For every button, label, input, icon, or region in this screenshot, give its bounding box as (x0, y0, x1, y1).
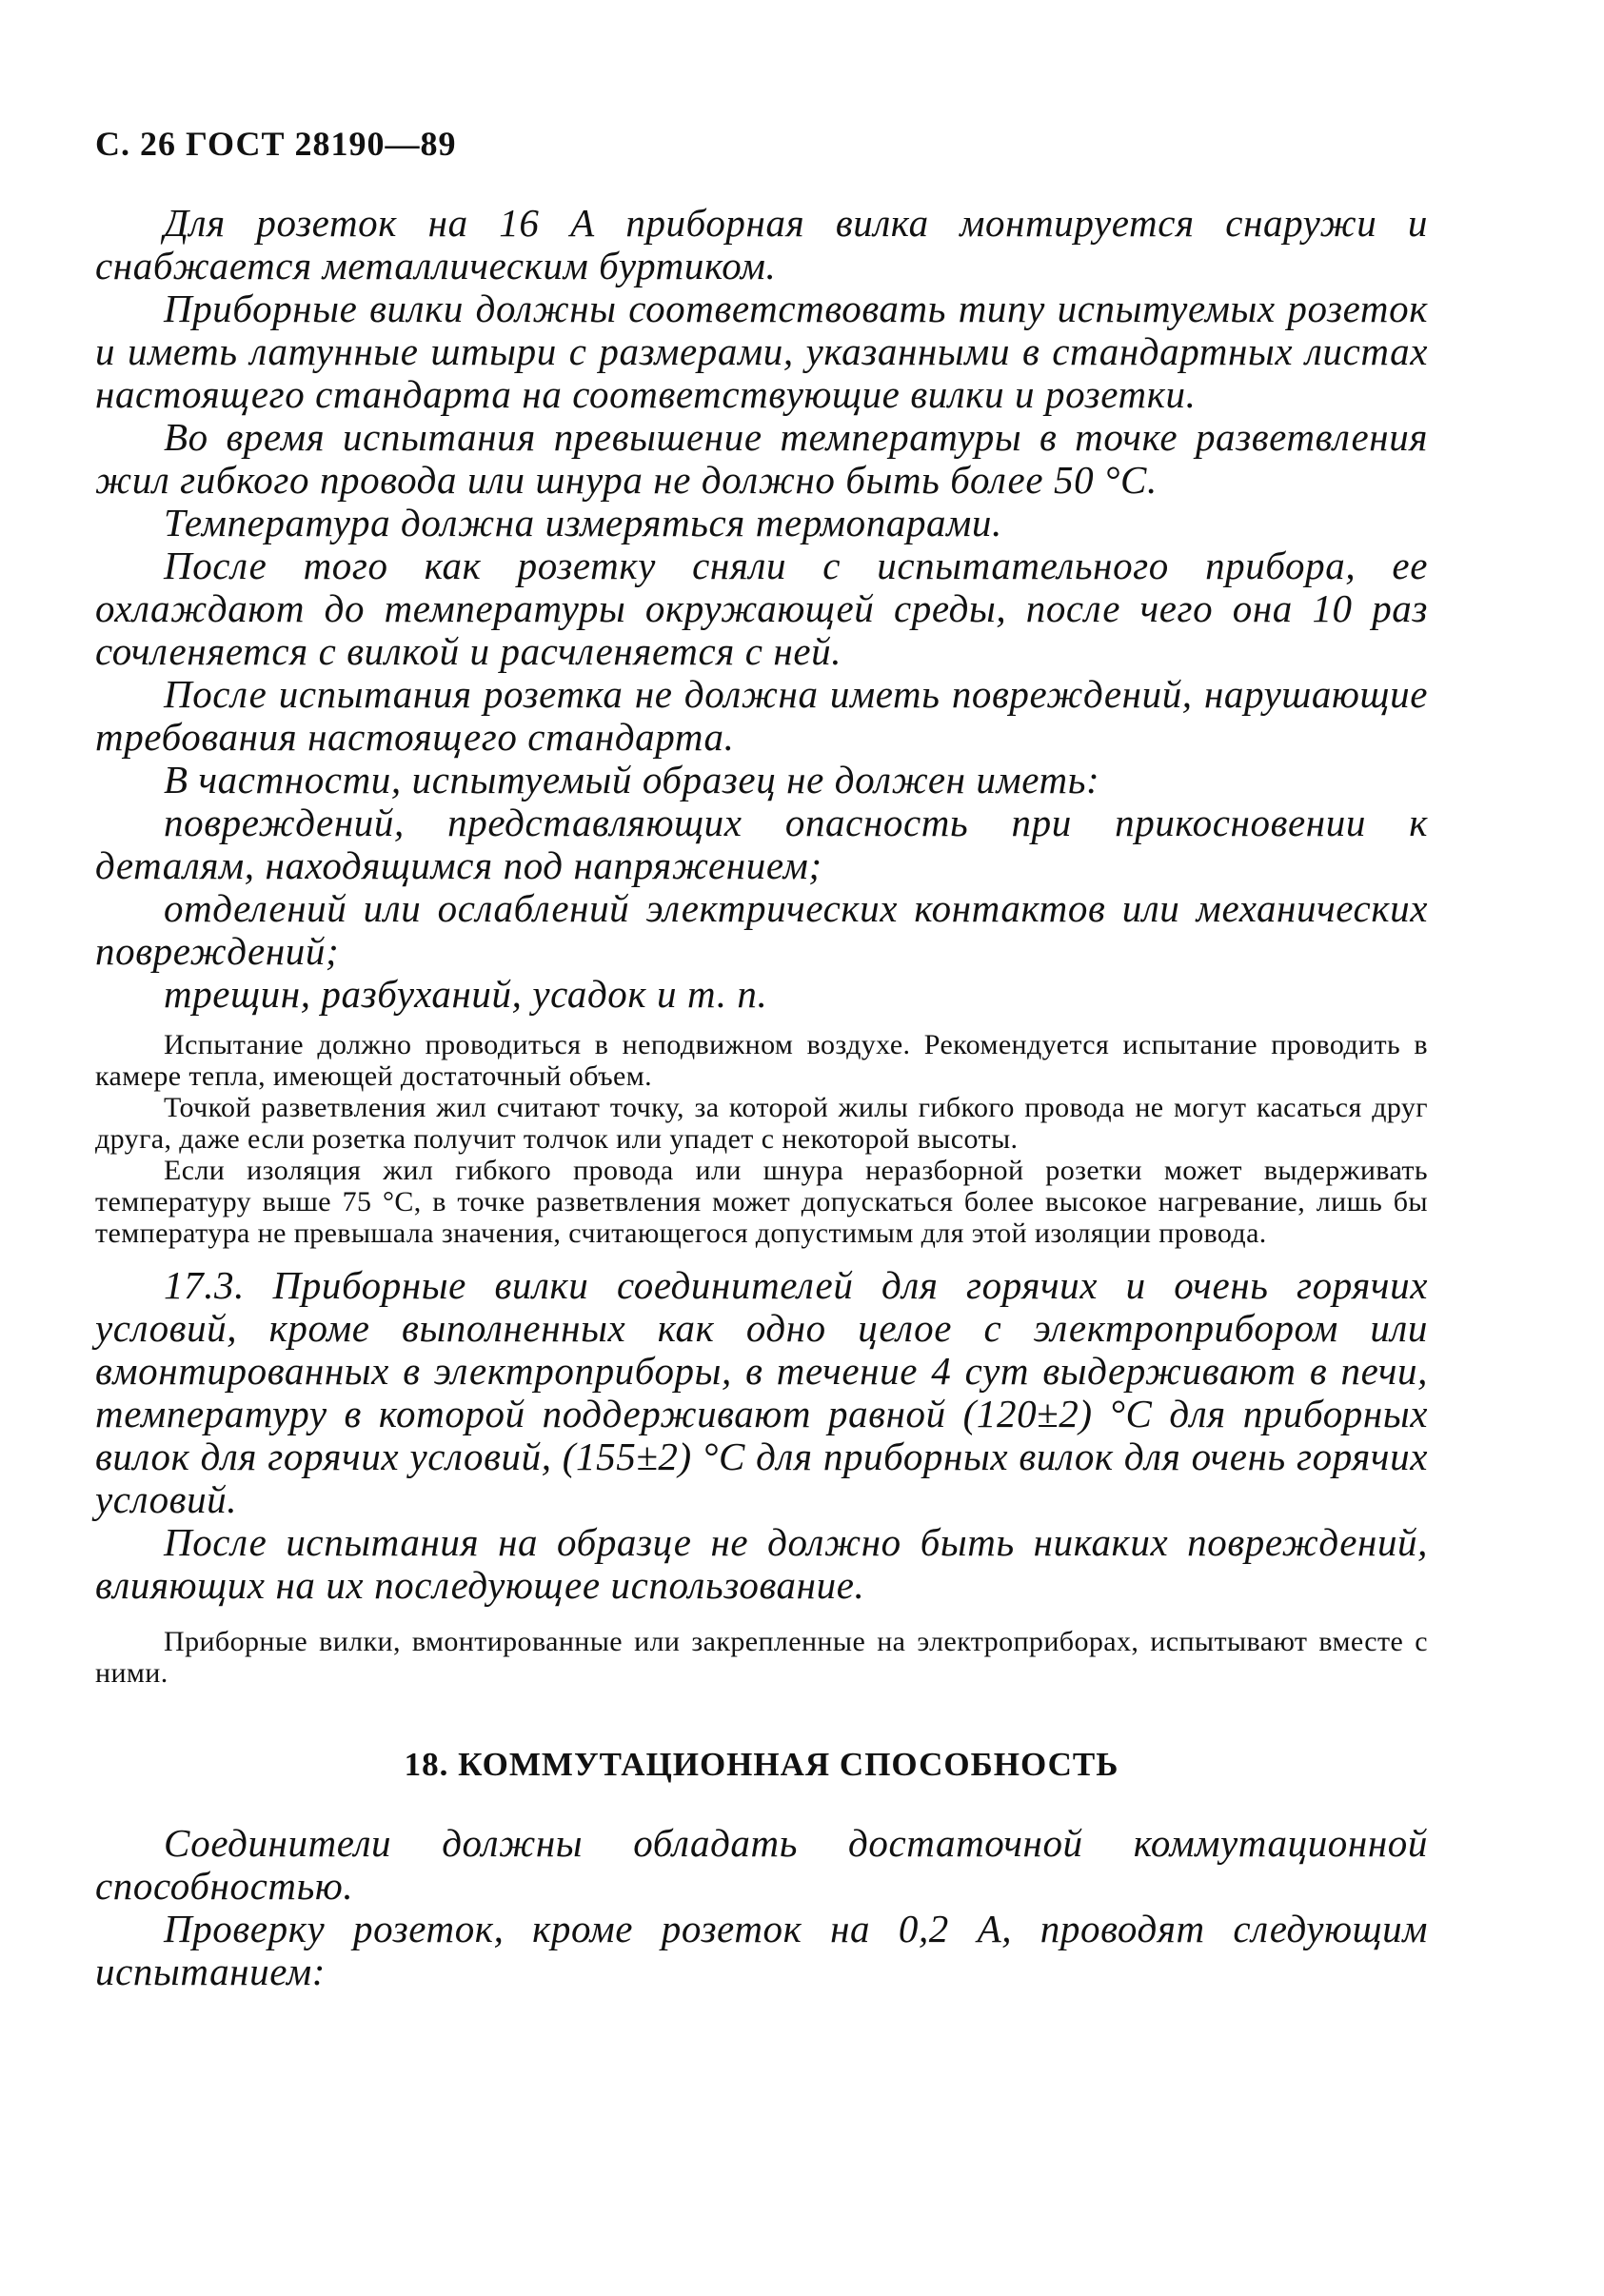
document-page (95, 124, 1428, 1993)
list-item-cracks: трещин, разбуханий, усадок и т. п. (164, 972, 768, 1016)
paragraph-temperature-rise: Во время испытания превышение температуры в точке разветвления жил гибкого провода или шнура не должно быть более 50 °С. (95, 415, 1428, 502)
paragraph-switching-capacity: Соединители должны обладать достаточной коммутационной способностью. (95, 1821, 1428, 1908)
paragraph-no-damage: После испытания розетка не должна иметь повреждений, нарушающие требования настоящего стандарта. (95, 672, 1428, 759)
note-branch-point: Точкой разветвления жил считают точку, за которой жилы гибкого провода не могут касаться друг друга, даже если розетка получит толчок или упадет с некоторой высоты. (95, 1092, 1428, 1155)
page-header: С. 26 ГОСТ 28190—89 (95, 125, 457, 163)
note-still-air: Испытание должно проводиться в неподвижном воздухе. Рекомендуется испытание проводить в камере тепла, имеющей достаточный объем. (95, 1029, 1428, 1092)
paragraph-socket-check: Проверку розеток, кроме розеток на 0,2 А, проводят следующим испытанием: (95, 1907, 1428, 1993)
section-18-title: 18. КОММУТАЦИОННАЯ СПОСОБНОСТЬ (404, 1746, 1119, 1783)
paragraph-cooling: После того как розетку сняли с испытательного прибора, ее охлаждают до температуры окружающей среды, после чего она 10 раз сочленяется с вилкой и расчленяется с ней. (95, 544, 1428, 673)
paragraph-in-particular: В частности, испытуемый образец не должен иметь: (164, 758, 1100, 802)
note-built-in-plugs: Приборные вилки, вмонтированные или закрепленные на электроприборах, испытывают вместе с ними. (95, 1626, 1428, 1689)
list-item-hazard: повреждений, представляющих опасность при прикосновении к деталям, находящимся под напряжением; (95, 801, 1428, 887)
paragraph-thermocouples: Температура должна измеряться термопарами. (164, 501, 1002, 544)
paragraph-after-test: После испытания на образце не должно быть никаких повреждений, влияющих на их последующее использование. (95, 1520, 1428, 1607)
paragraph-plug-requirements: Приборные вилки должны соответствовать типу испытуемых розеток и иметь латунные штыри с размерами, указанными в стандартных листах настоящего стандарта на соответствующие вилки и розетки. (95, 287, 1428, 416)
paragraph-17-3: 17.3. Приборные вилки соединителей для горячих и очень горячих условий, кроме выполненных как одно целое с электроприбором или вмонтированных в электроприборы, в течение 4 сут выдерживают в печи, температуру в которой поддерживают равной (120±2) °С для приборных вилок для горячих условий, (155±2) °С для приборных вилок для очень горячих условий. (95, 1263, 1428, 1521)
list-item-contacts: отделений или ослаблений электрических контактов или механических повреждений; (95, 886, 1428, 973)
paragraph-16a-plug: Для розеток на 16 А приборная вилка монтируется снаружи и снабжается металлическим буртиком. (95, 201, 1428, 287)
note-insulation: Если изоляция жил гибкого провода или шнура неразборной розетки может выдерживать температуру выше 75 °С, в точке разветвления может допускаться более высокое нагревание, лишь бы температура не превышала значения, считающегося допустимым для этой изоляции провода. (95, 1155, 1428, 1249)
